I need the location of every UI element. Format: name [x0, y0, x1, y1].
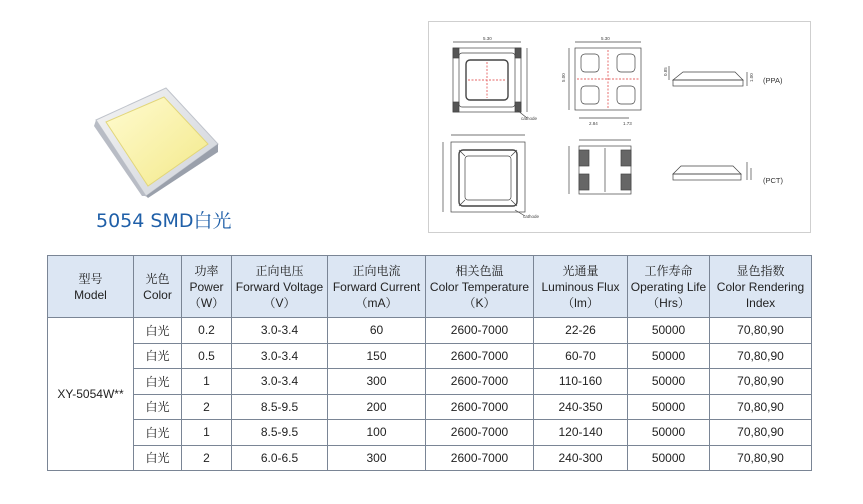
table-body [48, 318, 812, 471]
pct-top-view [443, 135, 525, 216]
cell-color-temperature: 2600-7000 [426, 343, 534, 369]
pct-bottom-view [569, 140, 631, 194]
cell-color: 白光 [134, 343, 182, 369]
cell-color: 白光 [134, 445, 182, 471]
dimension-drawing [428, 21, 811, 233]
cell-forward-current: 300 [328, 369, 426, 395]
table-row [48, 420, 812, 446]
cell-luminous-flux: 22-26 [534, 318, 628, 344]
cell-cri: 70,80,90 [710, 420, 812, 446]
cell-operating-life: 50000 [628, 343, 710, 369]
cell-color: 白光 [134, 420, 182, 446]
cell-forward-current: 100 [328, 420, 426, 446]
cell-cri: 70,80,90 [710, 343, 812, 369]
cell-power: 2 [182, 445, 232, 471]
svg-text:cathode: cathode [523, 214, 540, 219]
cell-power: 1 [182, 420, 232, 446]
header-color-rendering-index: 显色指数 Color Rendering Index [710, 256, 812, 318]
header-luminous-flux: 光通量 Luminous Flux （lm） [534, 256, 628, 318]
pct-label: (PCT) [763, 176, 783, 185]
cell-power: 1 [182, 369, 232, 395]
pct-side-view [673, 162, 751, 180]
cell-forward-voltage: 6.0-6.5 [232, 445, 328, 471]
cell-color: 白光 [134, 318, 182, 344]
cell-operating-life: 50000 [628, 445, 710, 471]
cell-power: 0.5 [182, 343, 232, 369]
svg-text:5.00: 5.00 [561, 73, 566, 82]
cell-forward-voltage: 8.5-9.5 [232, 394, 328, 420]
cell-operating-life: 50000 [628, 420, 710, 446]
header-operating-life: 工作寿命 Operating Life （Hrs） [628, 256, 710, 318]
ppa-top-view [453, 42, 527, 118]
header-forward-current: 正向电流 Forward Current （mA） [328, 256, 426, 318]
table-row [48, 369, 812, 395]
header-color-temperature: 相关色温 Color Temperature （K） [426, 256, 534, 318]
header-forward-voltage: 正向电压 Forward Voltage （V） [232, 256, 328, 318]
header-color: 光色 Color [134, 256, 182, 318]
cell-luminous-flux: 60-70 [534, 343, 628, 369]
svg-text:cathode: cathode [521, 116, 538, 121]
product-caption: 5054 SMD白光 [96, 210, 232, 232]
cell-forward-voltage: 8.5-9.5 [232, 420, 328, 446]
cell-luminous-flux: 110-160 [534, 369, 628, 395]
ppa-side-view [669, 66, 747, 86]
svg-text:2.84: 2.84 [589, 121, 598, 126]
spec-table [47, 255, 812, 471]
table-header-row [48, 256, 812, 318]
ppa-label: (PPA) [763, 76, 783, 85]
svg-text:0.85: 0.85 [663, 67, 668, 76]
cell-luminous-flux: 240-350 [534, 394, 628, 420]
cell-color-temperature: 2600-7000 [426, 318, 534, 344]
cell-operating-life: 50000 [628, 394, 710, 420]
svg-text:5.30: 5.30 [483, 36, 492, 41]
model-cell: XY-5054W** [48, 318, 134, 471]
cell-forward-current: 150 [328, 343, 426, 369]
cell-color-temperature: 2600-7000 [426, 369, 534, 395]
cell-operating-life: 50000 [628, 369, 710, 395]
cell-cri: 70,80,90 [710, 394, 812, 420]
cell-operating-life: 50000 [628, 318, 710, 344]
cell-forward-current: 60 [328, 318, 426, 344]
svg-text:5.30: 5.30 [601, 36, 610, 41]
dimension-drawing-svg [429, 22, 810, 232]
led-product-image [92, 86, 220, 198]
svg-text:1.73: 1.73 [623, 121, 632, 126]
cell-color: 白光 [134, 369, 182, 395]
cell-forward-voltage: 3.0-3.4 [232, 369, 328, 395]
ppa-bottom-view [569, 42, 641, 118]
cell-forward-voltage: 3.0-3.4 [232, 318, 328, 344]
header-model: 型号 Model [48, 256, 134, 318]
svg-text:1.00: 1.00 [749, 73, 754, 82]
cell-cri: 70,80,90 [710, 318, 812, 344]
cell-color-temperature: 2600-7000 [426, 394, 534, 420]
cell-power: 0.2 [182, 318, 232, 344]
table-row [48, 318, 812, 344]
cell-cri: 70,80,90 [710, 445, 812, 471]
header-power: 功率 Power （W） [182, 256, 232, 318]
cell-color: 白光 [134, 394, 182, 420]
table-row [48, 394, 812, 420]
cell-luminous-flux: 240-300 [534, 445, 628, 471]
cell-forward-current: 200 [328, 394, 426, 420]
cell-color-temperature: 2600-7000 [426, 445, 534, 471]
cell-power: 2 [182, 394, 232, 420]
cell-cri: 70,80,90 [710, 369, 812, 395]
cell-forward-voltage: 3.0-3.4 [232, 343, 328, 369]
cell-forward-current: 300 [328, 445, 426, 471]
cell-color-temperature: 2600-7000 [426, 420, 534, 446]
table-row [48, 445, 812, 471]
cell-luminous-flux: 120-140 [534, 420, 628, 446]
table-row [48, 343, 812, 369]
